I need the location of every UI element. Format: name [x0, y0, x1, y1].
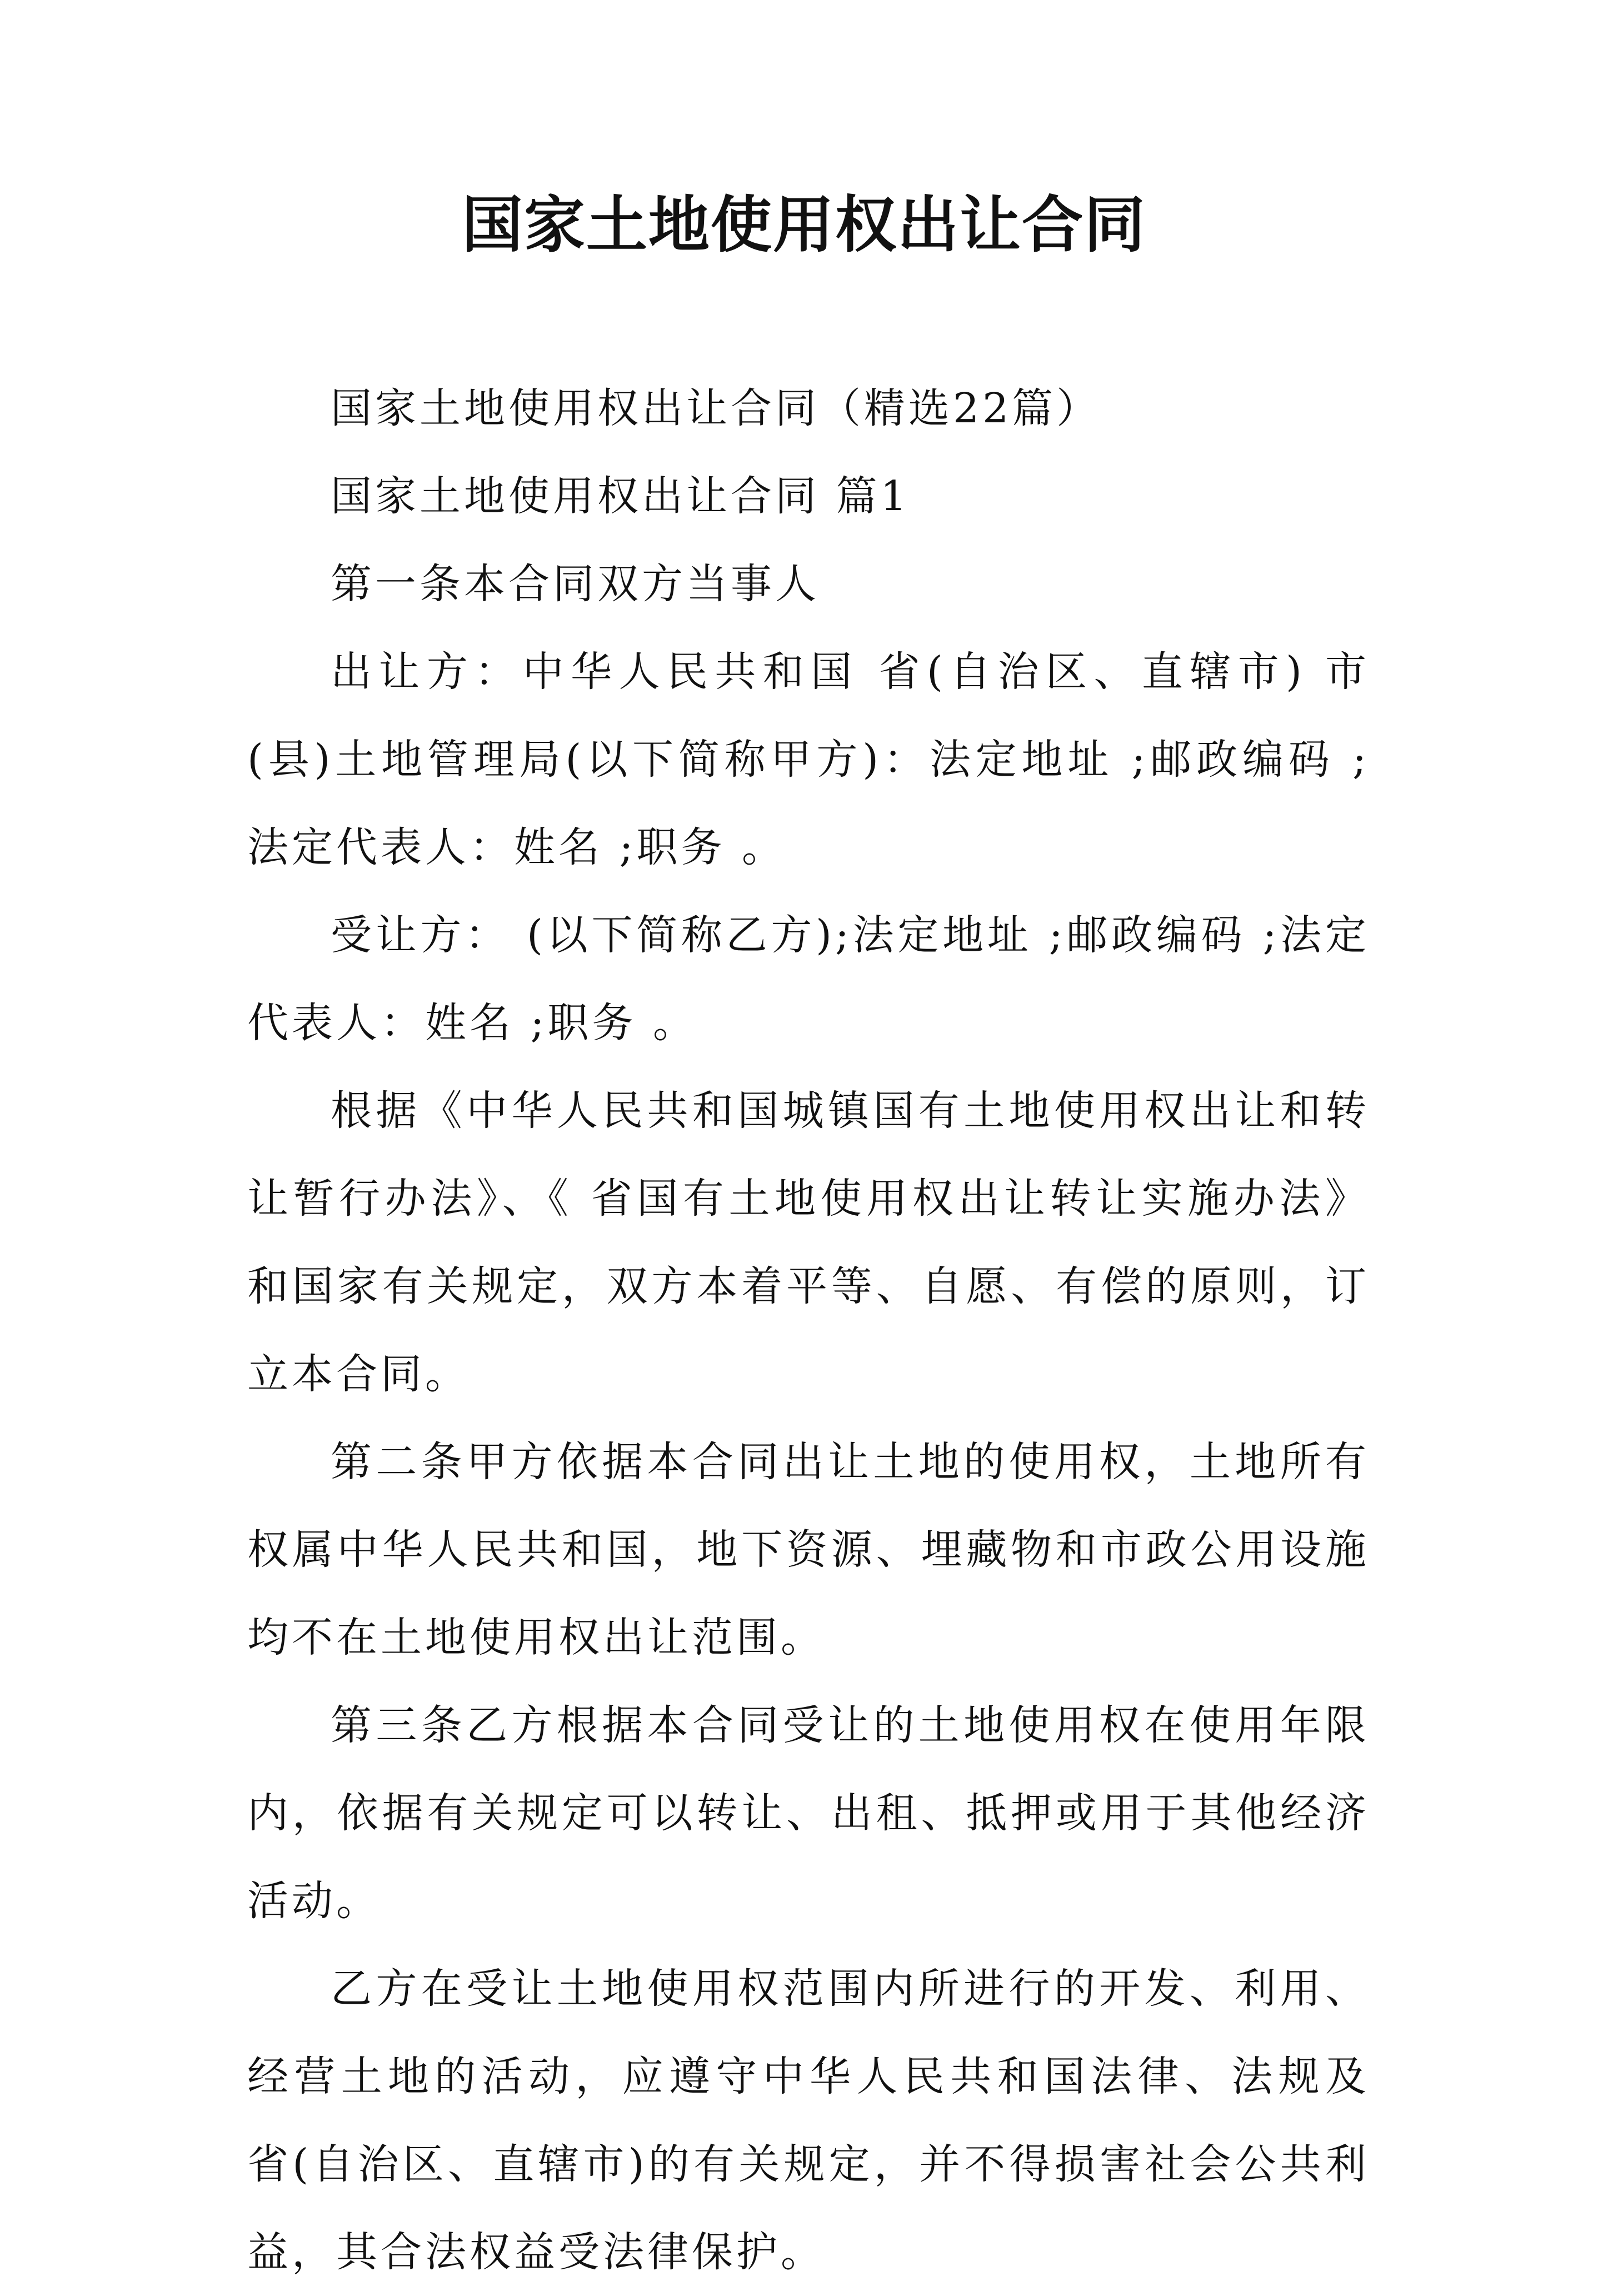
paragraph-grantee: 受让方： (以下简称乙方);法定地址 ;邮政编码 ;法定代表人：姓名 ;职务 。 — [247, 911, 1370, 1047]
paragraph-section-heading: 国家土地使用权出让合同 篇1 — [331, 472, 910, 520]
document-body — [247, 365, 1370, 2296]
paragraph-article-3-continued: 乙方在受让土地使用权范围内所进行的开发、利用、经营土地的活动，应遵守中华人民共和国法律、法规及 省(自治区、直辖市)的有关规定，并不得损害社会公共利益，其合法权益受法律保护。 — [247, 1965, 1370, 2276]
paragraph-legal-basis: 根据《中华人民共和国城镇国有土地使用权出让和转让暂行办法》、《 省国有土地使用权出让转让实施办法》和国家有关规定，双方本着平等、自愿、有偿的原则，订立本合同。 — [247, 1087, 1370, 1398]
paragraph-subtitle: 国家土地使用权出让合同（精选22篇） — [331, 385, 1101, 432]
paragraph-article-1: 第一条本合同双方当事人 — [331, 560, 820, 608]
paragraph-grantor: 出让方：中华人民共和国 省(自治区、直辖市) 市(县)土地管理局(以下简称甲方)：法定地址 ;邮政编码 ;法定代表人：姓名 ;职务 。 — [247, 648, 1370, 871]
document-title: 国家土地使用权出让合同 — [462, 189, 1146, 261]
paragraph-article-3: 第三条乙方根据本合同受让的土地使用权在使用年限内，依据有关规定可以转让、出租、抵押或用于其他经济活动。 — [247, 1701, 1370, 1925]
paragraph-article-2: 第二条甲方依据本合同出让土地的使用权，土地所有权属中华人民共和国，地下资源、埋藏物和市政公用设施均不在土地使用权出让范围。 — [247, 1438, 1370, 1661]
